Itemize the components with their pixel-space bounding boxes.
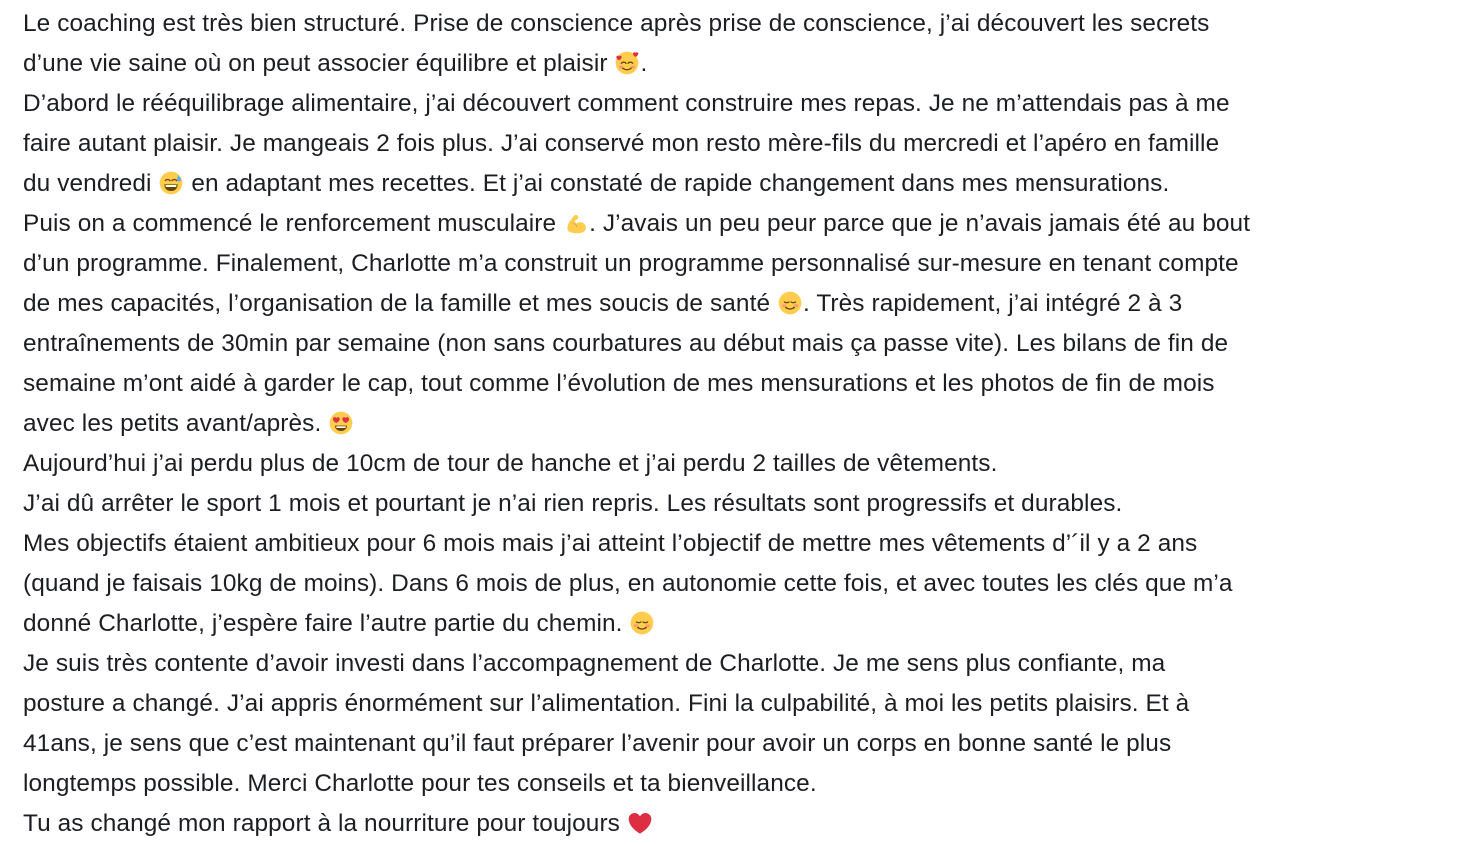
review-line (23, 124, 1463, 164)
review-line (23, 404, 1463, 444)
review-text-segment: . J’avais un peu peur parce que je n’avais jamais été au bout (589, 210, 1251, 237)
review-line (23, 284, 1463, 324)
review-line (23, 524, 1463, 564)
review-text-segment: Aujourd’hui j’ai perdu plus de 10cm de tour de hanche et j’ai perdu 2 tailles de vêtements. (23, 450, 998, 477)
review-text-segment: 41ans, je sens que c’est maintenant qu’il faut préparer l’avenir pour avoir un corps en bonne santé le plus (23, 730, 1172, 757)
review-line (23, 604, 1463, 644)
review-text-segment: (quand je faisais 10kg de moins). Dans 6 mois de plus, en autonomie cette fois, et avec toutes les clés que m’a (23, 570, 1233, 597)
review-line (23, 564, 1463, 604)
review-line (23, 204, 1463, 244)
review-text-segment: J’ai dû arrêter le sport 1 mois et pourtant je n’ai rien repris. Les résultats sont progressifs et durables. (23, 490, 1123, 517)
heart-eyes-icon (329, 411, 353, 435)
review-text-segment: Mes objectifs étaient ambitieux pour 6 mois mais j’ai atteint l’objectif de mettre mes vêtements d’´il y a 2 ans (23, 530, 1198, 557)
review-text (23, 4, 1463, 844)
review-text-segment: donné Charlotte, j’espère faire l’autre partie du chemin. (23, 610, 630, 637)
review-text-segment: Tu as changé mon rapport à la nourriture pour toujours (23, 810, 627, 837)
review-text-segment: D’abord le rééquilibrage alimentaire, j’ai découvert comment construire mes repas. Je ne m’attendais pas à me (23, 90, 1230, 117)
review-text-segment: semaine m’ont aidé à garder le cap, tout comme l’évolution de mes mensurations et les photos de fin de mois (23, 370, 1215, 397)
review-text-segment: . (640, 50, 648, 77)
grinning-face-with-sweat-icon (159, 171, 183, 195)
review-text-segment: Le coaching est très bien structuré. Prise de conscience après prise de conscience, j’ai découvert les secrets (23, 10, 1210, 37)
smiling-face-with-hearts-icon (615, 51, 639, 75)
review-line (23, 84, 1463, 124)
smiling-face-icon (630, 611, 654, 635)
review-text-segment: de mes capacités, l’organisation de la famille et mes soucis de santé (23, 290, 778, 317)
review-text-segment: avec les petits avant/après. (23, 410, 329, 437)
review-line (23, 804, 1463, 844)
review-line (23, 44, 1463, 84)
review-text-segment: longtemps possible. Merci Charlotte pour tes conseils et ta bienveillance. (23, 770, 817, 797)
review-line (23, 4, 1463, 44)
review-line (23, 724, 1463, 764)
review-line (23, 764, 1463, 804)
review-line (23, 364, 1463, 404)
review-text-segment: Puis on a commencé le renforcement musculaire (23, 210, 564, 237)
review-line (23, 324, 1463, 364)
review-text-segment: entraînements de 30min par semaine (non sans courbatures au début mais ça passe vite). Les bilans de fin de (23, 330, 1229, 357)
review-line (23, 484, 1463, 524)
review-line (23, 444, 1463, 484)
review-text-segment: faire autant plaisir. Je mangeais 2 fois plus. J’ai conservé mon resto mère-fils du mercredi et l’apéro en famille (23, 130, 1220, 157)
review-text-segment: du vendredi (23, 170, 159, 197)
flexed-biceps-icon (564, 211, 588, 235)
smiling-face-icon (778, 291, 802, 315)
review-text-segment: d’un programme. Finalement, Charlotte m’a construit un programme personnalisé sur-mesure en tenant compte (23, 250, 1239, 277)
review-text-segment: . Très rapidement, j’ai intégré 2 à 3 (803, 290, 1183, 317)
review-text-segment: en adaptant mes recettes. Et j’ai constaté de rapide changement dans mes mensurations. (184, 170, 1170, 197)
review-line (23, 244, 1463, 284)
review-text-segment: d’une vie saine où on peut associer équilibre et plaisir (23, 50, 615, 77)
review-text-segment: Je suis très contente d’avoir investi dans l’accompagnement de Charlotte. Je me sens plus confiante, ma (23, 650, 1166, 677)
review-text-segment: posture a changé. J’ai appris énormément sur l’alimentation. Fini la culpabilité, à moi les petits plaisirs. Et à (23, 690, 1190, 717)
review-line (23, 684, 1463, 724)
review-line (23, 644, 1463, 684)
red-heart-icon (628, 811, 652, 835)
review-line (23, 164, 1463, 204)
